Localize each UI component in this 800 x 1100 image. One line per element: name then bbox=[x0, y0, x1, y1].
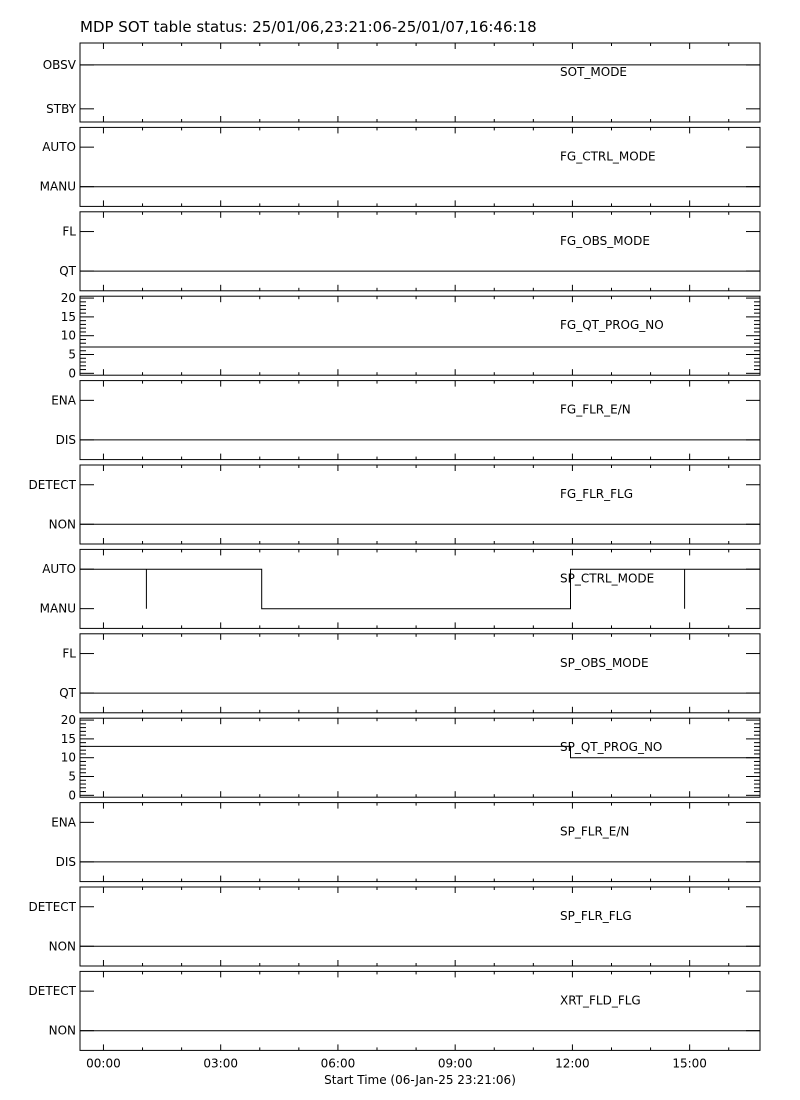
panel-3 bbox=[61, 291, 760, 380]
x-tick-label: 00:00 bbox=[86, 1056, 121, 1071]
panel-name: SP_QT_PROG_NO bbox=[560, 740, 663, 755]
panel-y-tick-label: STBY bbox=[46, 101, 76, 116]
panel-5 bbox=[29, 465, 760, 544]
panel-1 bbox=[40, 127, 760, 206]
panel-8 bbox=[61, 713, 760, 802]
panel-y-tick-label: 20 bbox=[60, 291, 76, 306]
panel-y-tick-label: AUTO bbox=[42, 562, 76, 577]
panel-name: SP_FLR_FLG bbox=[560, 909, 632, 923]
panel-name: SOT_MODE bbox=[560, 65, 628, 79]
panel-name: XRT_FLD_FLG bbox=[560, 993, 641, 1008]
panel-y-tick-label: 20 bbox=[60, 713, 76, 728]
panel-frame bbox=[80, 296, 760, 375]
panel-name: FG_CTRL_MODE bbox=[560, 149, 656, 164]
panel-y-tick-label: 0 bbox=[68, 788, 76, 803]
panel-frame bbox=[80, 634, 760, 713]
x-tick-label: 12:00 bbox=[555, 1056, 590, 1071]
panel-2 bbox=[59, 212, 760, 291]
panel-y-tick-label: MANU bbox=[39, 601, 76, 616]
panel-frame bbox=[80, 465, 760, 544]
x-tick-label: 03:00 bbox=[203, 1056, 238, 1071]
panel-9 bbox=[51, 803, 760, 882]
panel-name: FG_OBS_MODE bbox=[560, 233, 650, 248]
panel-y-tick-label: AUTO bbox=[42, 140, 76, 155]
panel-y-tick-label: QT bbox=[59, 686, 76, 701]
panel-y-tick-label: NON bbox=[48, 939, 76, 954]
panel-y-tick-label: FL bbox=[62, 646, 76, 661]
panel-name: SP_CTRL_MODE bbox=[560, 571, 655, 586]
panel-y-tick-label: OBSV bbox=[42, 57, 76, 72]
panel-y-tick-label: NON bbox=[48, 517, 76, 532]
panel-frame bbox=[80, 803, 760, 882]
panel-y-tick-label: QT bbox=[59, 264, 76, 279]
panel-y-tick-label: 5 bbox=[68, 769, 76, 784]
panel-frame bbox=[80, 212, 760, 291]
panel-4 bbox=[51, 381, 760, 460]
panel-y-tick-label: 5 bbox=[68, 347, 76, 362]
series-line bbox=[80, 569, 760, 609]
panel-name: FG_FLR_E/N bbox=[560, 402, 631, 417]
panel-y-tick-label: 15 bbox=[60, 309, 76, 324]
x-tick-label: 09:00 bbox=[437, 1056, 473, 1071]
panel-y-tick-label: DIS bbox=[55, 432, 76, 447]
panel-name: SP_OBS_MODE bbox=[560, 655, 649, 670]
x-axis bbox=[86, 1056, 707, 1070]
panel-10 bbox=[29, 887, 760, 966]
x-tick-label: 15:00 bbox=[672, 1056, 707, 1071]
panel-frame bbox=[80, 549, 760, 628]
panel-y-tick-label: NON bbox=[48, 1023, 76, 1038]
panel-frame bbox=[80, 971, 760, 1050]
panel-frame bbox=[80, 887, 760, 966]
panel-y-tick-label: 0 bbox=[68, 366, 76, 381]
panel-name: FG_FLR_FLG bbox=[560, 487, 634, 501]
panel-y-tick-label: DETECT bbox=[28, 477, 76, 492]
panel-y-tick-label: FL bbox=[62, 224, 76, 239]
panel-7 bbox=[59, 634, 760, 713]
panels-layer bbox=[29, 43, 760, 1050]
x-tick-label: 06:00 bbox=[320, 1056, 356, 1071]
panel-name: FG_QT_PROG_NO bbox=[560, 318, 664, 333]
panel-11 bbox=[29, 971, 760, 1050]
panel-y-tick-label: ENA bbox=[51, 393, 76, 408]
panel-frame bbox=[80, 43, 760, 122]
panel-y-tick-label: DETECT bbox=[28, 899, 76, 914]
panel-y-tick-label: 15 bbox=[60, 731, 76, 746]
panel-6 bbox=[40, 549, 760, 628]
x-axis-label: Start Time (06-Jan-25 23:21:06) bbox=[324, 1073, 516, 1087]
panel-name: SP_FLR_E/N bbox=[560, 824, 630, 839]
panel-y-tick-label: ENA bbox=[51, 815, 76, 830]
panel-frame bbox=[80, 127, 760, 206]
panel-y-tick-label: MANU bbox=[39, 179, 76, 194]
panel-y-tick-label: DIS bbox=[55, 854, 76, 869]
panel-y-tick-label: 10 bbox=[60, 328, 76, 343]
panel-y-tick-label: 10 bbox=[60, 750, 76, 765]
chart-title: MDP SOT table status: 25/01/06,23:21:06-25/01/07,16:46:18 bbox=[80, 18, 537, 36]
panel-frame bbox=[80, 381, 760, 460]
panel-y-tick-label: DETECT bbox=[28, 984, 76, 999]
panel-0 bbox=[43, 43, 760, 122]
